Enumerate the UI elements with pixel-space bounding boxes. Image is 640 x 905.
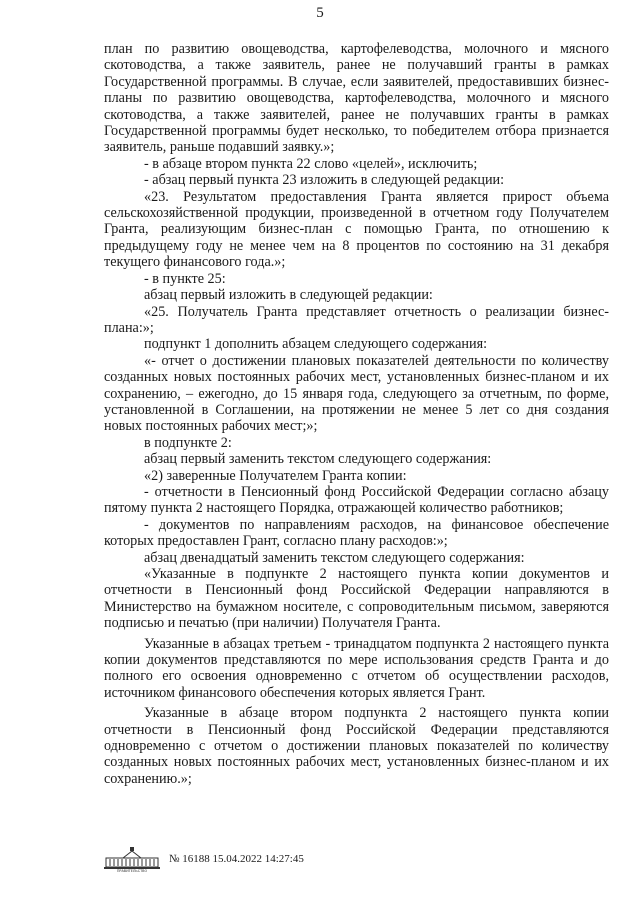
document-body — [104, 41, 609, 787]
paragraph: - документов по направлениям расходов, на финансовое обеспечение которых предоставлен Грант, согласно плану расходов:»; — [104, 516, 609, 550]
paragraph: абзац первый заменить текстом следующего содержания: — [144, 451, 492, 468]
paragraph: «- отчет о достижении плановых показателей деятельности по количеству созданных новых постоянных рабочих мест, установленных бизнес-планом и их сохранению, – ежегодно, до 15 января года, следующего за отчетным, по форме, установленной в Соглашении, на протяжении не менее 5 лет со дня создания новых постоянных рабочих мест;»; — [104, 352, 609, 435]
paragraph: Указанные в абзаце втором подпункта 2 настоящего пункта копии отчетности в Пенсионный фонд Российской Федерации представляются одновременно с отчетом о достижении плановых показателей по количеству созданных новых постоянных рабочих мест, установленных бизнес-планом и их сохранению.»; — [104, 705, 609, 787]
document-footer — [103, 846, 403, 874]
paragraph: - абзац первый пункта 23 изложить в следующей редакции: — [144, 172, 505, 189]
page-number: 5 — [316, 5, 324, 21]
paragraph: «23. Результатом предоставления Гранта является прирост объема сельскохозяйственной продукции, произведенной в отчетном году Получателем Гранта, реализующим бизнес-план с помощью Гранта, по отношению к предыдущему году не менее чем на 8 процентов по состоянию на 31 декабря текущего финансового года.»; — [104, 188, 609, 271]
emblem-caption: ПРАВИТЕЛЬСТВО — [116, 869, 148, 872]
paragraph: - в абзаце втором пункта 22 слово «целей», исключить; — [144, 155, 478, 172]
paragraph: - отчетности в Пенсионный фонд Российской Федерации согласно абзацу пятому пункта 2 настоящего Порядка, отражающей количество работников; — [104, 483, 609, 517]
government-building-icon — [103, 846, 161, 872]
document-stamp: № 16188 15.04.2022 14:27:45 — [169, 853, 304, 865]
paragraph: «2) заверенные Получателем Гранта копии: — [144, 467, 407, 484]
paragraph: абзац первый изложить в следующей редакции: — [144, 287, 433, 304]
paragraph: план по развитию овощеводства, картофелеводства, молочного и мясного скотоводства, а также заявитель, ранее не получавший гранты в рамках Государственной программы. В случае, если заявителей, предоставивших бизнес-планы по развитию овощеводства, картофелеводства, молочного и мясного скотоводства, а также заявителей, ранее не получавших гранты в рамках Государственной программы будет несколько, то победителем отбора признается заявитель, раньше подавший заявку.»; — [104, 41, 609, 156]
paragraph: абзац двенадцатый заменить текстом следующего содержания: — [144, 549, 525, 566]
paragraph: - в пункте 25: — [144, 270, 226, 287]
paragraph: «Указанные в подпункте 2 настоящего пункта копии документов и отчетности в Пенсионный фонд Российской Федерации направляются в Министерство на бумажном носителе, с сопроводительным письмом, заверяются подписью и печатью (при наличии) Получателя Гранта. — [104, 566, 609, 632]
paragraph: подпункт 1 дополнить абзацем следующего содержания: — [144, 336, 488, 353]
paragraph: в подпункте 2: — [144, 434, 232, 451]
paragraph: Указанные в абзацах третьем - тринадцатом подпункта 2 настоящего пункта копии документов представляются по мере использования средств Гранта и до полного его освоения одновременно с отчетом об осуществлении расходов, источником финансового обеспечения которых является Грант. — [104, 635, 609, 701]
paragraph: «25. Получатель Гранта представляет отчетность о реализации бизнес-плана:»; — [104, 303, 609, 336]
